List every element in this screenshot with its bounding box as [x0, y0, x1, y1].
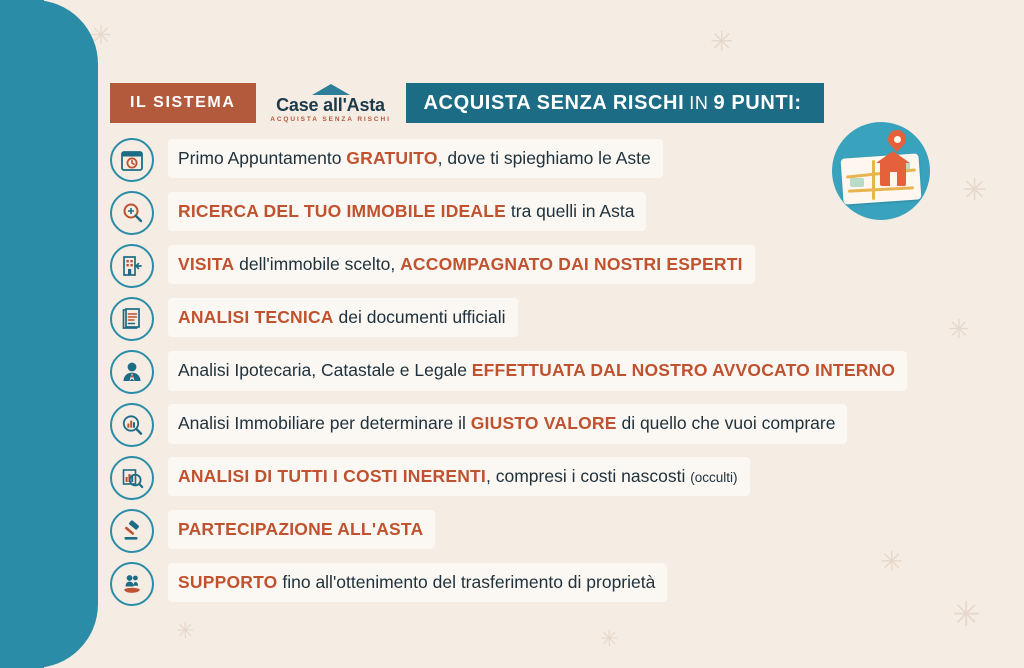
step-text-part: tra quelli in Asta	[506, 201, 635, 221]
step-text-part: , compresi i costi nascosti	[486, 466, 691, 486]
step-text-highlight: GIUSTO VALORE	[470, 413, 617, 433]
costs-chart-magnifier-icon	[110, 456, 154, 500]
step-text-highlight: EFFETTUATA DAL NOSTRO AVVOCATO INTERNO	[471, 360, 896, 380]
sparkle-icon: ✳	[176, 618, 195, 643]
step-text-highlight: ANALISI DI TUTTI I COSTI INERENTI	[178, 466, 486, 486]
sparkle-icon: ✳	[600, 626, 619, 651]
list-item	[110, 297, 920, 341]
step-text-part: , dove ti spieghiamo le Aste	[437, 148, 651, 168]
search-magnifier-icon	[110, 191, 154, 235]
header-title-suffix: 9 PUNTI:	[713, 91, 802, 114]
step-text	[168, 139, 663, 178]
list-item	[110, 562, 920, 606]
step-text-highlight: SUPPORTO	[178, 572, 278, 592]
header-title	[406, 83, 824, 123]
list-item	[110, 244, 920, 288]
step-text-highlight: PARTECIPAZIONE ALL'ASTA	[178, 519, 424, 539]
sparkle-icon: ✳	[90, 20, 112, 50]
step-text-highlight: ACCOMPAGNATO DAI NOSTRI ESPERTI	[400, 254, 743, 274]
list-item	[110, 509, 920, 553]
list-item	[110, 191, 920, 235]
step-text	[168, 298, 518, 337]
step-text	[168, 510, 435, 549]
list-item	[110, 350, 920, 394]
brand-name: Case all'Asta	[276, 94, 385, 115]
step-text	[168, 563, 667, 602]
step-text-highlight: ANALISI TECNICA	[178, 307, 334, 327]
system-badge: IL SISTEMA	[110, 83, 256, 123]
sparkle-icon: ✳	[710, 26, 734, 57]
sparkle-icon: ✳	[948, 314, 970, 344]
sparkle-icon: ✳	[880, 546, 904, 577]
step-text-part: fino all'ottenimento del trasferimento di proprietà	[277, 572, 656, 592]
header-bar	[110, 83, 824, 123]
step-text-highlight: RICERCA DEL TUO IMMOBILE IDEALE	[178, 201, 507, 221]
support-hands-icon	[110, 562, 154, 606]
list-item	[110, 456, 920, 500]
calendar-clock-icon	[110, 138, 154, 182]
step-text	[168, 457, 750, 496]
house-roof-icon	[312, 84, 350, 95]
teal-side-panel-edge	[0, 0, 44, 668]
step-text	[168, 245, 755, 284]
step-text-part: dei documenti ufficiali	[333, 307, 506, 327]
step-text-highlight: GRATUITO	[346, 148, 438, 168]
document-checklist-icon	[110, 297, 154, 341]
brand-tagline: ACQUISTA SENZA RISCHI	[270, 115, 391, 123]
auction-gavel-icon	[110, 509, 154, 553]
step-text	[168, 192, 646, 231]
step-text-note: (occulti)	[690, 470, 738, 485]
brand-logo	[256, 83, 406, 123]
step-text-part: Primo Appuntamento	[178, 148, 347, 168]
lawyer-person-icon	[110, 350, 154, 394]
step-text-part: di quello che vuoi comprare	[616, 413, 836, 433]
chart-magnifier-icon	[110, 403, 154, 447]
list-item	[110, 403, 920, 447]
steps-list	[110, 138, 920, 615]
sparkle-icon: ✳	[962, 174, 988, 207]
header-title-connector: IN	[689, 92, 709, 113]
header-title-main: ACQUISTA SENZA RISCHI	[423, 91, 685, 114]
building-visit-icon	[110, 244, 154, 288]
step-text-highlight: VISITA	[178, 254, 235, 274]
sparkle-icon: ✳	[952, 596, 981, 634]
step-text-part: dell'immobile scelto,	[234, 254, 401, 274]
step-text	[168, 404, 847, 444]
step-text-part: Analisi Immobiliare per determinare il	[178, 413, 471, 433]
step-text-part: Analisi Ipotecaria, Catastale e Legale	[178, 360, 472, 380]
step-text	[168, 351, 907, 391]
list-item	[110, 138, 920, 182]
